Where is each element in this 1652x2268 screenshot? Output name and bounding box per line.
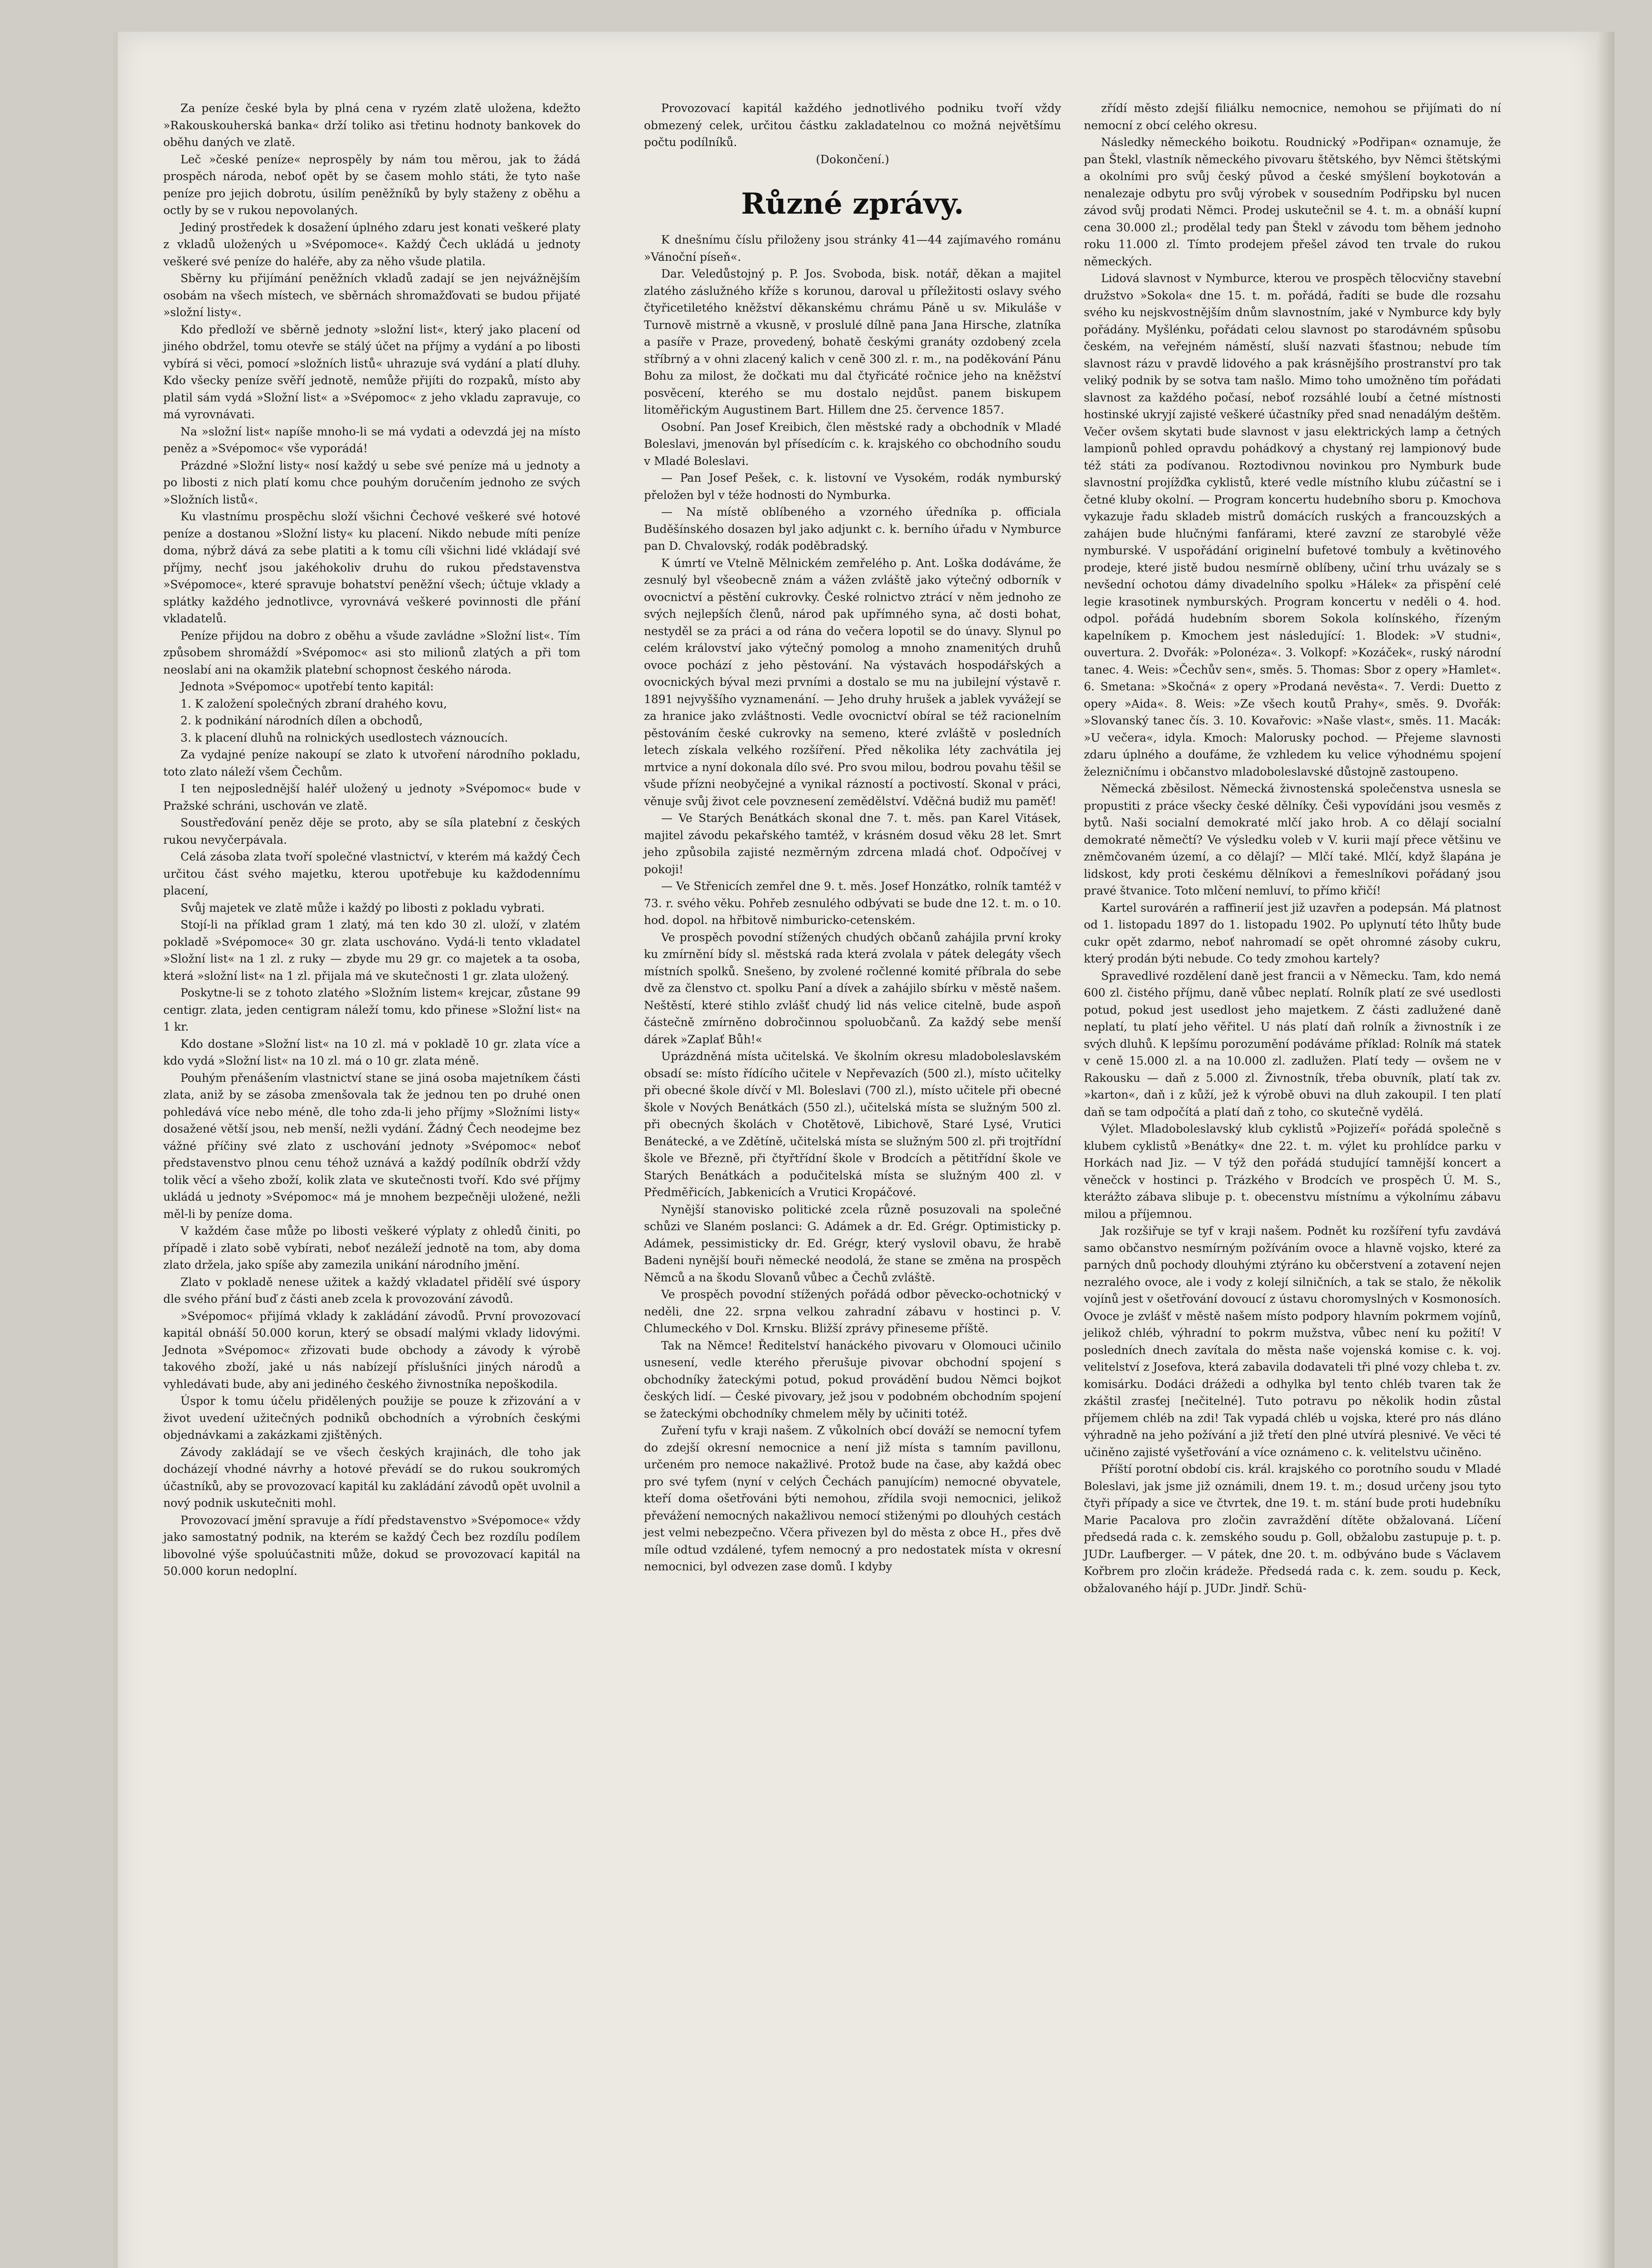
paragraph: Závody zakládají se ve všech českých krajinách, dle toho jak docházejí vhodné návrhy a hotové převádí se do rukou soukromých účastníků, aby se provozovací kapitál ku zakládání závodů opět uvolnil a nový podnik uskutečniti mohl. [163, 1445, 580, 1510]
paragraph: Prázdné »Složní listy« nosí každý u sebe své peníze má u jednoty a po libosti z nich platí komu chce pouhým doručením jednoho ze svých »Složních listů«. [163, 459, 580, 506]
column-3 [1084, 100, 1501, 1597]
paragraph: Soustřeďování peněz děje se proto, aby se síla platební z českých rukou nevyčerpávala. [163, 816, 580, 846]
paragraph: 1. K založení společných zbraní drahého kovu, [180, 697, 447, 710]
paragraph: Svůj majetek ve zlatě může i každý po libosti z pokladu vybrati. [180, 901, 545, 914]
article-continuation: Provozovací kapitál každého jednotlivého podniku tvoří vždy obmezený celek, určitou částku zakladatelnou co možná největšímu počtu podílníků. [644, 102, 1061, 149]
paragraph: Za vydajné peníze nakoupí se zlato k utvoření národního pokladu, toto zlato náleží všem Čechům. [163, 748, 580, 778]
news-item: Lidová slavnost v Nymburce, kterou ve prospěch tělocvičny stavební družstvo »Sokola« dne 15. t. m. pořádá, řadíti se bude dle rozsahu svého ku nejskvostnějším dnům slavnostním, jaké v Nymburce kdy byly pořádány. Myšlénku, pořádati celou slavnost po starodávném spůsobu českém, na veřejném náměstí, sluší nazvati šťastnou; nebude tím slavnost rázu v pravdě lidového a pak krásnějšího prostranství pro tak veliký podnik by se sotva tam našlo. Mimo toho umožněno tím pořádati slavnost za každého počasí, neboť rozsáhlé loubí a četné místnosti hostinské ukryjí zajisté veškeré účastníky před snad nenadálým deštěm. Večer ovšem skytati bude slavnost v jasu elektrických lamp a četných lampionů pohled opravdu pohádkový a chystaný rej lampionový bude též státi za podívanou. Roztodivnou novinkou pro Nymburk bude slavnostní projížďka cyklistů, které vedle místního klubu zúčastní se i četné kluby okolní. — Program koncertu hudebního sboru p. Kmochova vykazuje řadu skladeb mistrů domácích ruských a francouzských a zahájen bude hlučnými fanfárami, které zavzní ze starobylé věže nymburské. V uspořádání originelní bufetové tombuly a květinového prodeje, které jistě budou nesmírně oblíbeny, učiní trhu uvázaly se s nevšední ochotou dámy divadelního spolku »Hálek« za přispění celé legie krasotinek nymburských. Program koncertu v neděli o 4. hod. odpol. pořádá hudebním sborem Sokola kolínského, řízeným kapelníkem p. Kmochem jest následující: 1. Blodek: »V studni«, ouvertura. 2. Dvořák: »Polonéza«. 3. Volkopf: »Kozáček«, ruský národní tanec. 4. Weis: »Čechův sen«, směs. 5. Thomas: Sbor z opery »Hamlet«. 6. Smetana: »Skočná« z opery »Prodaná nevěsta«. 7. Verdi: Duetto z opery »Aida«. 8. Weis: »Ze všech koutů Prahy«, směs. 9. Dvořák: »Slovanský tanec čís. 3. 10. Kovařovic: »Naše vlast«, směs. 11. Macák: »U večera«, idyla. Kmoch: Malorusky pochod. — Přejeme slavnosti zdaru úplného a doufáme, že vzhledem ku velice výhodnému spojení železničnímu i občanstvo mladoboleslavské důstojně zastoupeno. [1084, 272, 1501, 778]
paragraph: V každém čase může po libosti veškeré výplaty z ohledů činiti, po případě i zlato sobě vybírati, neboť nezáleží jednotě na tom, aby doma zlato držela, jako spíše aby zamezila unikání národního jmění. [163, 1224, 580, 1271]
paragraph: Za peníze české byla by plná cena v ryzém zlatě uložena, kdežto »Rakouskouherská banka« drží toliko asi třetinu hodnoty bankovek do oběhu daných ve zlatě. [163, 102, 580, 149]
news-item: K dnešnímu číslu přiloženy jsou stránky 41—44 zajímavého románu »Vánoční píseň«. [644, 233, 1061, 264]
news-item: Jak rozšiřuje se tyf v kraji našem. Podnět ku rozšíření tyfu zavdává samo občanstvo nesmírným požíváním ovoce a hlavně vojsko, které za parných dnů pochody dlouhými ztýráno ku občerstvení a zotavení nejen nezralého ovoce, ale i vody z kolejí silničních, a tak se stalo, že několik vojínů jest v ošetřování dovoucí z ústavu choromyslných v Kosmonosích. Ovoce je zvlášť v městě našem místo podpory hlavním pokrmem vojínů, jelikož chléb, výhradní to pokrm mužstva, vůbec není ku požití! V posledních dnech zavítala do města naše vojenská komise c. k. voj. velitelství z Josefova, která zabavila dodavateli tři plné vozy chleba t. zv. komisárku. Dodáci drážedi a odhylka byl tento chléb tvaren tak že zkáštil zrasťej [nečitelné]. Tuto potravu po několik hodin zůstal příjemem chléb na zdi! Tak vypadá chléb u vojska, které pro nás dláno výhradně na jeho požívání a již třetí den plné utvírá plesnivé. Ve věci té učiněno zajisté vyšetřování a více oznámeno c. k. velitelstvu učiněno. [1084, 1224, 1501, 1459]
paragraph: Poskytne-li se z tohoto zlatého »Složním listem« krejcar, zůstane 99 centigr. zlata, jeden centigram náleží tomu, kdo přinese »Složní list« na 1 kr. [163, 986, 580, 1033]
column-2 [644, 100, 1061, 1575]
paragraph: Leč »české peníze« neprospěly by nám tou měrou, jak to žádá prospěch národa, neboť opět by se časem mohlo státi, že tyto naše peníze pro jejich dobrotu, úsilím peněžníků by byly staženy z oběhu a octly by se v rukou nepovolaných. [163, 152, 580, 217]
news-item: Uprázdněná místa učitelská. Ve školním okresu mladoboleslavském obsadí se: místo řídícího učitele v Nepřevazích (500 zl.), místo učitelky při obecné škole dívčí v Ml. Boleslavi (700 zl.), místo učitele při obecné škole v Nových Benátkách (550 zl.), učitelská místa se služným 500 zl. při obecných školách v Chotětově, Libichově, Staré Lysé, Vrutici Benátecké, a ve Zdětíně, učitelská místa se služným 500 zl. při trojtřídní škole ve Březně, při čtyřtřídní škole v Brodcích a pětitřídní škole ve Starých Benátkách a podučitelská místa se služným 400 zl. v Předměřicích, Jabkenicích a Vrutici Kropáčové. [644, 1050, 1061, 1199]
news-item: Zuření tyfu v kraji našem. Z vůkolních obcí dováží se nemocní tyfem do zdejší okresní nemocnice a není již místa s tamním pavillonu, určeném pro nemoce nakažlivé. Protož bude na čase, aby každá obec pro své tyfem (nyní v celých Čechách panujícím) nemocné obyvatele, kteří doma ošetřováni býti nemohou, zřídila svoji nemocnici, jelikož převážení nemocných nakažlivou nemocí stiženými po dlouhých cestách jest velmi nebezpečno. Včera přivezen byl do města z obce H., přes dvě míle odtud vzdálené, tyfem nemocný a pro nedostatek místa v okresní nemocnici, byl odvezen zase domů. I kdyby [644, 1424, 1061, 1573]
paragraph: »Svépomoc« přijímá vklady k zakládání závodů. První provozovací kapitál obnáší 50.000 korun, který se obsadí malými vklady lidovými. Jednota »Svépomoc« zřizovati bude obchody a závody k výrobě takového zboží, jaké u nás nabízejí příslušníci jiných národů a vyhledávati bude, aby ani jediného českého živnostníka nepoškodila. [163, 1309, 580, 1391]
continuation-note: (Dokončení.) [816, 152, 889, 166]
news-item: — Ve Starých Benátkách skonal dne 7. t. měs. pan Karel Vitásek, majitel závodu pekařského tamtéž, v krásném dosud věku 28 let. Smrt jeho způsobila zajisté nezměrným zdrcena mladá choť. Odpočívej v pokoji! [644, 811, 1061, 876]
paragraph: Kdo dostane »Složní list« na 10 zl. má v pokladě 10 gr. zlata více a kdo vydá »Složní list« na 10 zl. má o 10 gr. zlata méně. [163, 1037, 580, 1067]
news-item: Ve prospěch povodní stížených chudých občanů zahájila první kroky ku zmírnění bídy sl. městská rada která zvolala v pátek delegáty všech místních spolků. Snešeno, by zvolené ročlenné komité příbrala do sebe dvě za členstvo ct. spolku Paní a dívek a zahájilo sbírku v městě našem. Neštěstí, které stihlo zvlášť chudý lid nás velice citelně, bude aspoň částečně zmírněno dobročinnou spoluobčanů. Za každý sebe menší dárek »Zaplať Bůh!« [644, 930, 1061, 1046]
paragraph: Pouhým přenášením vlastnictví stane se jiná osoba majetníkem části zlata, aniž by se zásoba zmenšovala tak že jednou ten po druhé onen pohledává více nebo méně, dle toho zda-li jeho příjmy »Složními listy« dosažené větší jsou, neb menší, nežli vydání. Žádný Čech neodejme bez vážné příčiny své zlato z uschování jednoty »Svépomoc« neboť představenstvo plnou cenu téhož uznává a každý podílník obdrží vždy tolik věcí a všeho zboží, kolik zlata ve skutečnosti tvoří. Kdo své příjmy ukládá u jednoty »Svépomoc« má je mnohem bezpečněji uložené, nežli měl-li by peníze doma. [163, 1071, 580, 1221]
paragraph: Jednota »Svépomoc« upotřebí tento kapitál: [180, 680, 434, 693]
news-item: Příští porotní období cis. král. krajského co porotního soudu v Mladé Boleslavi, jak jsme již oznámili, dnem 19. t. m.; dosud určeny jsou tyto čtyři případy a sice ve čtvrtek, dne 19. t. m. stání bude proti hudebníku Marie Pacalova pro zločin zavraždění dítěte obžalovaná. Líčení předsedá rada c. k. zemského soudu p. Goll, obžalobu zastupuje p. t. p. JUDr. Laufberger. — V pátek, dne 20. t. m. odbýváno bude s Václavem Kořbrem pro zločin krádeže. Předsedá rada c. k. zem. soudu p. Keck, obžalovaného hájí p. JUDr. Jindř. Schü- [1084, 1462, 1501, 1595]
news-item: Výlet. Mladoboleslavský klub cyklistů »Pojizeří« pořádá společně s klubem cyklistů »Benátky« dne 22. t. m. výlet ku prohlídce parku v Horkách nad Jiz. — V týž den pořádá studující tamnější koncert a věnečck v hostinci p. Trázkého v Brodcích ve prospěch Ú. M. S., kterážto zábava slibuje p. t. obecenstvu místnímu a výkolnímu zábavu milou a příjemnou. [1084, 1122, 1501, 1221]
paragraph: Provozovací jmění spravuje a řídí představenstvo »Svépomoce« vždy jako samostatný podnik, na kterém se každý Čech bez rozdílu podílem libovolné výše spoluúčastniti může, dokud se provozovací kapitál na 50.000 korun nedoplní. [163, 1513, 580, 1578]
news-item: Tak na Němce! Ředitelství hanáckého pivovaru v Olomouci učinilo usnesení, vedle kterého přerušuje pivovar obchodní spojení s obchodníky žateckými potud, pokud provádění budou Němci bojkot českých lidí. — České pivovary, jež jsou v podobném obchodním spojení se žateckými obchodníky chmelem měly by učiniti totéž. [644, 1339, 1061, 1420]
news-item: Osobní. Pan Josef Kreibich, člen městské rady a obchodník v Mladé Boleslavi, jmenován byl přísedícím c. k. krajského co obchodního soudu v Mladé Boleslavi. [644, 420, 1061, 468]
news-item: Ve prospěch povodní stížených pořádá odbor pěvecko-ochotnický v neděli, dne 22. srpna velkou zahradní zábavu v hostinci p. V. Chlumeckého v Dol. Krnsku. Bližší zprávy přineseme příště. [644, 1288, 1061, 1335]
news-item: — Ve Střenicích zemřel dne 9. t. měs. Josef Honzátko, rolník tamtéž v 73. r. svého věku. Pohřeb zesnulého odbývati se bude dne 12. t. m. o 10. hod. dopol. na hřbitově nimburicko-cetenském. [644, 880, 1061, 927]
paragraph: Zlato v pokladě nenese užitek a každý vkladatel přidělí své úspory dle svého přání buď z části aneb zcela k provozování závodů. [163, 1275, 580, 1305]
newspaper-page [113, 32, 1596, 2268]
paragraph: 2. k podnikání národních dílen a obchodů, [180, 714, 423, 727]
news-item: — Pan Josef Pešek, c. k. listovní ve Vysokém, rodák nymburský přeložen byl v téže hodnosti do Nymburka. [644, 471, 1061, 502]
news-item: K úmrtí ve Vtelně Mělnickém zemřelého p. Ant. Loška dodáváme, že zesnulý byl všeobecně znám a vážen zvláště jako výtečný odborník v ovocnictví a pěstění cukrovky. České rolnictvo ztrácí v něm jednoho ze svých nejlepších členů, národ pak upřímného syna, ač dosti bohat, nestyděl se za práci a od rána do večera lopotil se do únavy. Slynul po celém království jako výtečný pomolog a mnoho znamenitých druhů ovoce pochází z jeho pěstování. Na výstavách hospodářských a ovocnických býval mezi prvními a dostalo se mu na jubilejní výstavě r. 1891 nejvyššího vyznamenání. — Jeho druhy hrušek a jablek vyvážejí se za hranice jako zvláštnosti. Vedle ovocnictví obíral se též racionelním pěstováním české cukrovky na semeno, které zvláště v posledních letech získala velkého rozšíření. Před několika léty zachvátila jej mrtvice a nyní dokonala dílo své. Pro svou milou, bodrou povahu těšil se všude přízni neobyčejné a vynikal rázností a poctivostí. Skonal v práci, věnuje svůj život cele povznesení zemědělství. Vděčná budiž mu paměť! [644, 556, 1061, 808]
paragraph: Ku vlastnímu prospěchu složí všichni Čechové veškeré své hotové peníze a dostanou »Složní listy« ku placení. Nikdo nebude míti peníze doma, nýbrž dává za sebe platiti a k tomu cíli všichni lidé vkládají své příjmy, nechť jsou jakéhokoliv druhu do rukou představenstva »Svépomoce«, které spravuje bohatství peněžní všech; účtuje vklady a splátky každého jednotlivce, vyrovnává veškeré povinnosti dle přání vkladatelů. [163, 510, 580, 625]
news-item: Spravedlivé rozdělení daně jest francii a v Německu. Tam, kdo nemá 600 zl. čistého příjmu, daně vůbec neplatí. Rolník platí ze své usedlosti potud, pokud jest usedlost jeho majetkem. Z části zadlužené daně neplatí, tu platí jeho věřitel. U nás platí daň rolník a živnostník i ze svých dluhů. K lepšímu porozumění podáváme příklad: Rolník má statek v ceně 15.000 zl. a na 10.000 zl. zadlužen. Platí tedy — ovšem ne v Rakousku — daň z 5.000 zl. Živnostník, třeba obuvník, platí tak zv. »karton«, daň i z kůží, jež k výrobě obuvi na dluh zakoupil. I ten platí daň se tam odpočítá a platí daň z toho, co skutečně vydělá. [1084, 969, 1501, 1119]
paragraph: I ten nejposlednější haléř uložený u jednoty »Svépomoc« bude v Pražské schráni, uschován ve zlatě. [163, 782, 580, 812]
paragraph: Celá zásoba zlata tvoří společné vlastnictví, v kterém má každý Čech určitou část svého majetku, kterou upotřebuje ku každodennímu placení, [163, 850, 580, 897]
column-1 [163, 100, 580, 1580]
news-item: zřídí město zdejší filiálku nemocnice, nemohou se přijímati do ní nemocní z obcí celého okresu. [1084, 102, 1501, 132]
news-item: Následky německého boikotu. Roudnický »Podřipan« oznamuje, že pan Štekl, vlastník německého pivovaru štětského, byv Němci štětskými a okolními pro svůj český původ a české smýšlení boykotován a nenalezaje odbytu pro svůj výrobek v sousedním Podřipsku byl nucen závod svůj prodati Němci. Prodej uskutečnil se 4. t. m. a obnáší kupní cena 30.000 zl.; prodělal tedy pan Štekl v závodu tom během jednoho roku 11.000 zl. Tímto prodejem přešel závod ten trvale do rukou německých. [1084, 136, 1501, 268]
paragraph: Úspor k tomu účelu přidělených použije se pouze k zřizování a v život uvedení užitečných podniků obchodních a výrobních českými objednávkami a zakázkami zjištěných. [163, 1394, 580, 1442]
paragraph: Sběrny ku přijímání peněžních vkladů zadají se jen nejvážnějším osobám na všech místech, ve sběrnách shromažďovati se budou přijaté »složní listy«. [163, 272, 580, 319]
paragraph: Na »složní list« napíše mnoho-li se má vydati a odevzdá jej na místo peněz a »Svépomoc« vše vyporádá! [163, 425, 580, 455]
news-item: Kartel surovárén a raffinerií jest již uzavřen a podepsán. Má platnost od 1. listopadu 1897 do 1. listopadu 1902. Po uplynutí této lhůty bude cukr opět zdarmo, neboť nahromadí se opět ohromné zásoby cukru, který prodán býti nebude. Co tedy zmohou kartely? [1084, 901, 1501, 965]
news-item: Německá zběsilost. Německá živnostenská společenstva usnesla se propustiti z práce všecky české dělníky. Češi vypovídáni jsou vesměs z bytů. Naši socialní demokraté mlčí jako hrob. A co dělají socialní demokraté němečtí? Ve výsledku voleb v V. kurii mají přece většinu ve zněmčovaném území, a co dělají? — Mlčí také. Mlčí, když šlapána je lidskost, kdy proti českému dělníkovi a řemeslníkovi pořádaný jsou pravé štvanice. Toto mlčení nemluví, to přímo křičí! [1084, 782, 1501, 897]
paragraph: Peníze přijdou na dobro z oběhu a všude zavládne »Složní list«. Tím způsobem shromáždí »Svépomoc« asi sto milionů zlatých a při tom neoslabí ani na okamžik platební schopnost českého národa. [163, 629, 580, 676]
news-item: — Na místě oblíbeného a vzorného úředníka p. officiala Buděšínského dosazen byl jako adjunkt c. k. berního úřadu v Nymburce pan D. Chvalovský, rodák poděbradský. [644, 505, 1061, 552]
section-heading: Různé zprávy. [741, 187, 964, 221]
paragraph: Kdo předloží ve sběrně jednoty »složní list«, který jako placení od jiného obdržel, tomu otevře se stálý účet na příjmy a vydání a po libosti vybírá si věci, pomocí »složních listů« uhrazuje svá vydání a platí dluhy. Kdo všecky peníze svěří jednotě, nemůže přijíti do rozpaků, místo aby platil sám vydá »Složní list« a »Svépomoc« z jeho vkladu zapravuje, co má vyrovnávati. [163, 323, 580, 421]
paragraph: Stojí-li na příklad gram 1 zlatý, má ten kdo 30 zl. uloží, v zlatém pokladě »Svépomoce« 30 gr. zlata uschováno. Vydá-li tento vkladatel »Složní list« na 1 zl. z ruky — zbyde mu 29 gr. co majetek a ta osoba, která »složní list« na 1 zl. přijala má ve skutečnosti 1 gr. zlata uložený. [163, 918, 580, 982]
paragraph: Jediný prostředek k dosažení úplného zdaru jest konati veškeré platy z vkladů uložených u »Svépomoce«. Každý Čech ukládá u jednoty veškeré své peníze do haléře, aby za něho všude platila. [163, 220, 580, 268]
news-item: Dar. Veledůstojný p. P. Jos. Svoboda, bisk. notář, děkan a majitel zlatého záslužného kříže s korunou, daroval u příležitosti oslavy svého čtyřicetiletého kněžství děkanskému chrámu Páně u sv. Mikuláše v Turnově mistrně a vkusně, v proslulé dílně pana Jana Hirsche, zlatníka a pasíře v Praze, provedený, bohatě českými granáty ozdobený zcela stříbrný a v ohni zlacený kalich v ceně 300 zl. r. m., na poděkování Pánu Bohu za milost, že dočkati mu dal čtyřicáté ročnice jeho na kněžství posvěcení, kterého se mu dostalo nejdůst. panem biskupem litoměřickým Augustinem Bart. Hillem dne 25. července 1857. [644, 267, 1061, 416]
news-item: Nynější stanovisko politické zcela různě posuzovali na společné schůzi ve Slaném poslanci: G. Adámek a dr. Ed. Grégr. Optimisticky p. Adámek, pessimisticky dr. Ed. Grégr, který vyslovil obavu, že hrabě Badeni nynější bouři německé neodolá, že stane se změna na prospěch Němců a na škodu Slovanů vůbec a Čechů zvláště. [644, 1202, 1061, 1284]
paragraph: 3. k placení dluhů na rolnických usedlostech váznoucích. [180, 731, 508, 744]
